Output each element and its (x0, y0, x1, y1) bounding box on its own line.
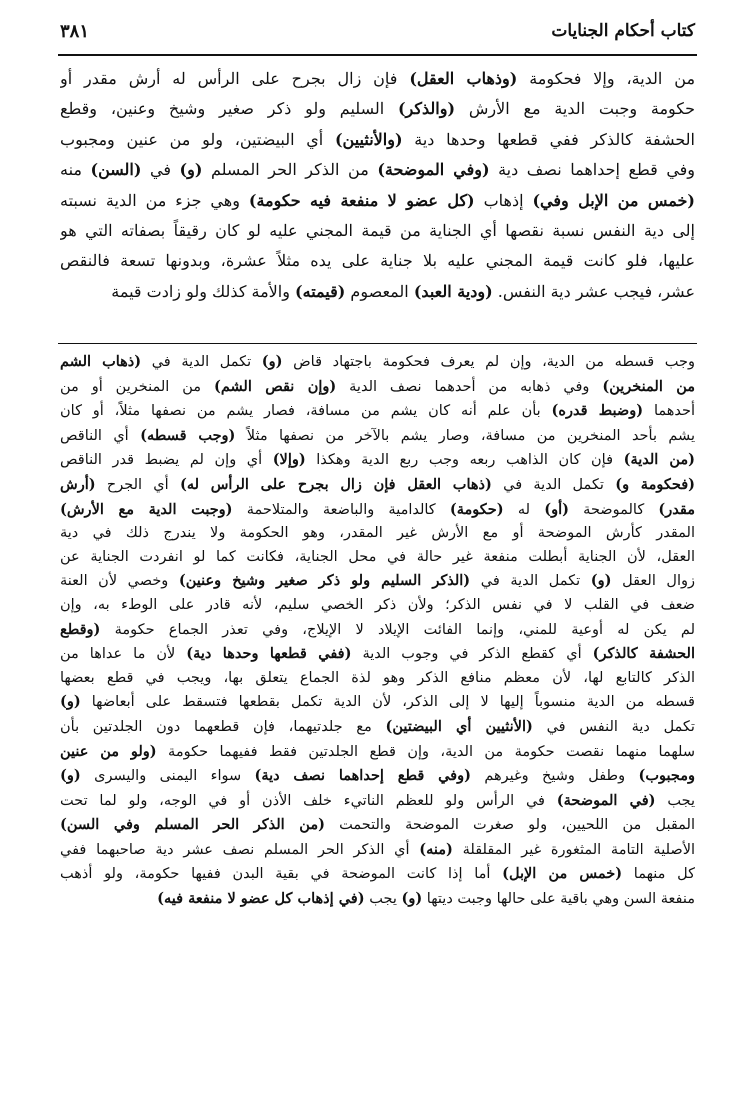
bold-phrase: (ذهاب العقل فإن زال بجرح على الرأس له) (179, 475, 492, 493)
text-line (60, 594, 695, 618)
text-run: في (141, 160, 180, 180)
bold-phrase: (كل عضو لا منفعة فيه حكومة) (248, 190, 475, 210)
text-run: وخصي لأن العنة (60, 573, 179, 590)
header-rule (58, 54, 697, 56)
bold-phrase: من المنخرين) (602, 377, 695, 395)
bold-phrase: (وجبت الدية مع الأرش) (60, 500, 233, 518)
text-line (60, 838, 695, 863)
text-line (60, 448, 695, 473)
text-run: أي الناقص (60, 427, 141, 444)
text-run: وفي قطع إحداهما نصف دية (489, 160, 695, 180)
bold-phrase: (وقطع (60, 620, 101, 638)
bold-phrase: (منه) (419, 840, 453, 858)
bold-phrase: (أو) (544, 500, 569, 518)
text-run: المقدر كأرش الموضحة أو مع الأرش غير المقدر، وهو الحكومة ولا يندرج ذلك في دية (60, 525, 695, 542)
text-run: في الرأس ولو للعظم الناتيء خلف الأذن أو في الوجه، ولو لما تحت (60, 792, 557, 809)
text-run: ضعف في القلب لا في نفس الذكر؛ ولأن ذكر الخصي سليم، لأنه قادر على الوطء به، وإن (60, 596, 695, 613)
text-run: زوال العقل (611, 573, 695, 590)
text-line (60, 424, 695, 449)
text-run: أي وإن لم يضبط قدر الناقص (60, 452, 273, 469)
bold-phrase: (الذكر السليم ولو ذكر صغير وشيخ وعنين) (178, 572, 471, 590)
bold-phrase: (وذهاب العقل) (409, 69, 518, 88)
text-line (60, 186, 695, 216)
bold-phrase: (من الذكر الحر المسلم وفي السن) (60, 816, 325, 834)
bold-phrase: (وإلا) (272, 451, 306, 469)
bold-phrase: (و) (179, 160, 203, 180)
bold-phrase: (و) (60, 693, 81, 711)
text-run: عشر، فيجب عشر دية النفس. (492, 281, 695, 301)
text-run: فإن كان الذاهب ربعه وجب ربع الدية وهكذا (305, 452, 624, 469)
text-line (60, 740, 695, 765)
bold-phrase: (فحكومة و) (615, 475, 695, 493)
text-line (60, 715, 695, 740)
bold-phrase: مقدر) (658, 500, 695, 518)
text-line (60, 667, 695, 691)
text-line (60, 764, 695, 789)
bold-phrase: (وإن نقص الشم) (213, 377, 337, 395)
text-run: عليها، فلو كانت قيمة المجني عليه بلا جناية على يده مثلاً عشرة، وبدونها تسعة فالنقص (60, 251, 695, 271)
text-run: والأمة كذلك ولو زادت قيمة (111, 281, 296, 301)
text-run: كل منهما (622, 866, 695, 883)
bold-phrase: (ذهاب الشم (60, 353, 142, 370)
bold-phrase: (من الدية) (623, 451, 695, 469)
text-line (60, 618, 695, 643)
text-run: سواء اليمنى واليسرى (80, 768, 255, 785)
text-run: تكمل الدية في (491, 476, 616, 493)
text-run: له (503, 501, 545, 518)
text-run: يجب (364, 891, 402, 908)
text-line (60, 125, 695, 155)
text-run: حكومة وجبت الدية مع الأرش (455, 99, 695, 119)
text-run: أما إذا كانت الموضحة في بقية البدن ففيها حكومة، ولو أذهب (60, 866, 503, 883)
text-run: وفي ذهابه من أحدهما نصف الدية (336, 378, 603, 395)
text-run: المقبل من اللحيين، ولو صغرت الموضحة والتحمت (324, 817, 695, 834)
bold-phrase: (و) (60, 767, 81, 785)
commentary-footnote (60, 350, 695, 912)
text-run: قسطه من الدية منسوباً إليها لا إلى الذكر، لأن الدية تكمل بقطعها فتسقط على أبعاضها (80, 694, 695, 711)
text-line (60, 375, 695, 400)
bold-phrase: ومجبوب) (638, 767, 695, 785)
text-run: سلهما منهما نقصت حكومة من الدية، وإن قطع الجلدتين فقط ففيهما حكومة (156, 743, 695, 760)
running-title: كتاب أحكام الجنايات (551, 21, 695, 41)
bold-phrase: (ففي قطعها وحدها دية) (186, 645, 352, 663)
bold-phrase: (السن) (90, 160, 142, 180)
text-line (60, 498, 695, 523)
text-line (60, 64, 695, 94)
text-line (60, 473, 695, 498)
text-run: كالموضحة (568, 501, 659, 518)
bold-phrase: (الأنثيين أي البيضتين) (385, 717, 533, 735)
text-line (60, 350, 695, 375)
text-run: منه (60, 160, 91, 180)
text-run: أي كقطع الذكر في وجوب الدية (351, 646, 593, 663)
text-run: الحشفة كالذكر ففي قطعها وحدها دية (402, 129, 695, 149)
text-run: وهي جزء من الدية نسبته (60, 190, 249, 210)
text-run: تكمل دية النفس في (532, 718, 695, 735)
text-run: بأن علم أنه كان يشم من مسافة، فصار يشم من نصفها مثلاً، أو كان (60, 403, 552, 420)
bold-phrase: (في إذهاب كل عضو لا منفعة فيه) (157, 890, 365, 908)
bold-phrase: (وفي الموضحة) (377, 160, 490, 180)
text-run: السليم ولو ذكر صغير وشيخ وعنين، وقطع (60, 99, 398, 119)
text-run: يشم بأحد المنخرين من مسافة، وصار يشم بالآخر من نصفها مثلاً (235, 427, 695, 444)
text-run: وطفل وشيخ وغيرهم (470, 768, 639, 785)
bold-phrase: (وفي قطع إحداهما نصف دية) (254, 767, 471, 785)
bold-phrase: (في الموضحة) (556, 791, 656, 809)
text-run: لأن ما عداها من (60, 646, 187, 663)
bold-phrase: (قيمته) (295, 281, 346, 301)
text-line (60, 94, 695, 124)
text-run: من الدية، وإلا فحكومة (517, 69, 695, 88)
text-run: مع جلدتيهما، فإن قطعهما دون الجلدتين بأن (60, 718, 386, 735)
text-run: فإن زال بجرح على الرأس له أرش مقدر أو (60, 69, 410, 88)
bold-phrase: (والذكر) (397, 99, 456, 119)
bold-phrase: (خمس من الإبل وفي) (532, 190, 695, 210)
bold-phrase: (ودية العبد) (413, 281, 493, 301)
text-run: يجب (655, 792, 695, 809)
bold-phrase: (أرش (60, 475, 96, 493)
text-run: العقل، لأن الجناية أبطلت منفعة غير حالة في محل الجناية، فكانت كما لو انفردت الجناية عن (60, 548, 695, 565)
text-run: من الذكر الحر المسلم (202, 160, 378, 180)
text-run: أي البيضتين، ولو من عنين ومجبوب (60, 129, 335, 149)
bold-phrase: (والأنثيين) (334, 129, 403, 149)
main-text (60, 64, 695, 307)
page-number: ٣٨١ (60, 20, 90, 42)
text-line (60, 642, 695, 667)
text-line (60, 155, 695, 185)
text-line (60, 813, 695, 838)
bold-phrase: (وجب قسطه) (140, 426, 236, 444)
text-line (60, 246, 695, 276)
text-line (60, 546, 695, 570)
text-line (60, 522, 695, 546)
text-run: كالدامية والباضعة والمتلاحمة (232, 501, 450, 518)
text-run: أي الجرح (95, 476, 180, 493)
bold-phrase: (وضبط قدره) (551, 402, 644, 420)
bold-phrase: (حكومة) (449, 500, 504, 518)
text-run: المعصوم (345, 281, 414, 301)
bold-phrase: الحشفة كالذكر) (592, 645, 695, 663)
text-run: وجب قسطه من الدية، وإن لم يعرف فحكومة باجتهاد قاض (282, 354, 695, 370)
text-run: إلى دية النفس نسبة نقصها أي الجناية من قيمة المجني عليه لو كان رقيقاً بصفاته التي هو (60, 221, 695, 241)
bold-phrase: (و) (261, 353, 283, 370)
bold-phrase: (خمس من الإبل) (502, 865, 623, 883)
text-run: تكمل الدية في (141, 354, 262, 370)
text-line (60, 399, 695, 424)
text-run: تكمل الدية في (470, 573, 591, 590)
text-run: من المنخرين أو من (60, 378, 214, 395)
footnote-separator (58, 343, 697, 344)
text-run: إذهاب (474, 190, 533, 210)
bold-phrase: (ولو من عنين (60, 742, 157, 760)
text-run: أي الذكر الحر المسلم نصف عشر دية صاحبهما ففي (60, 841, 420, 858)
text-run: الأصلية التامة المثغورة غير المقلقلة (452, 841, 695, 858)
bold-phrase: (و) (401, 890, 423, 908)
text-line (60, 277, 695, 307)
text-line (60, 887, 695, 912)
page-header (60, 14, 695, 48)
text-line (60, 862, 695, 887)
text-run: أحدهما (643, 403, 695, 420)
text-run: لم يكن له أوعية للمني، وإنما الفائت الإيلاد لا الإيلاج، وفي تعذر الجماع حكومة (100, 621, 695, 638)
text-run: منفعة السن وهي باقية على حالها وجبت ديتها (422, 891, 695, 908)
text-line (60, 569, 695, 594)
text-line (60, 690, 695, 715)
text-line (60, 216, 695, 246)
text-line (60, 789, 695, 814)
bold-phrase: (و) (590, 572, 612, 590)
text-run: الذكر كالتابع لها، لأن معظم منافع الذكر وهو لذة الجماع يتعلق بها، ويجب في قطع بعضها (60, 669, 695, 686)
